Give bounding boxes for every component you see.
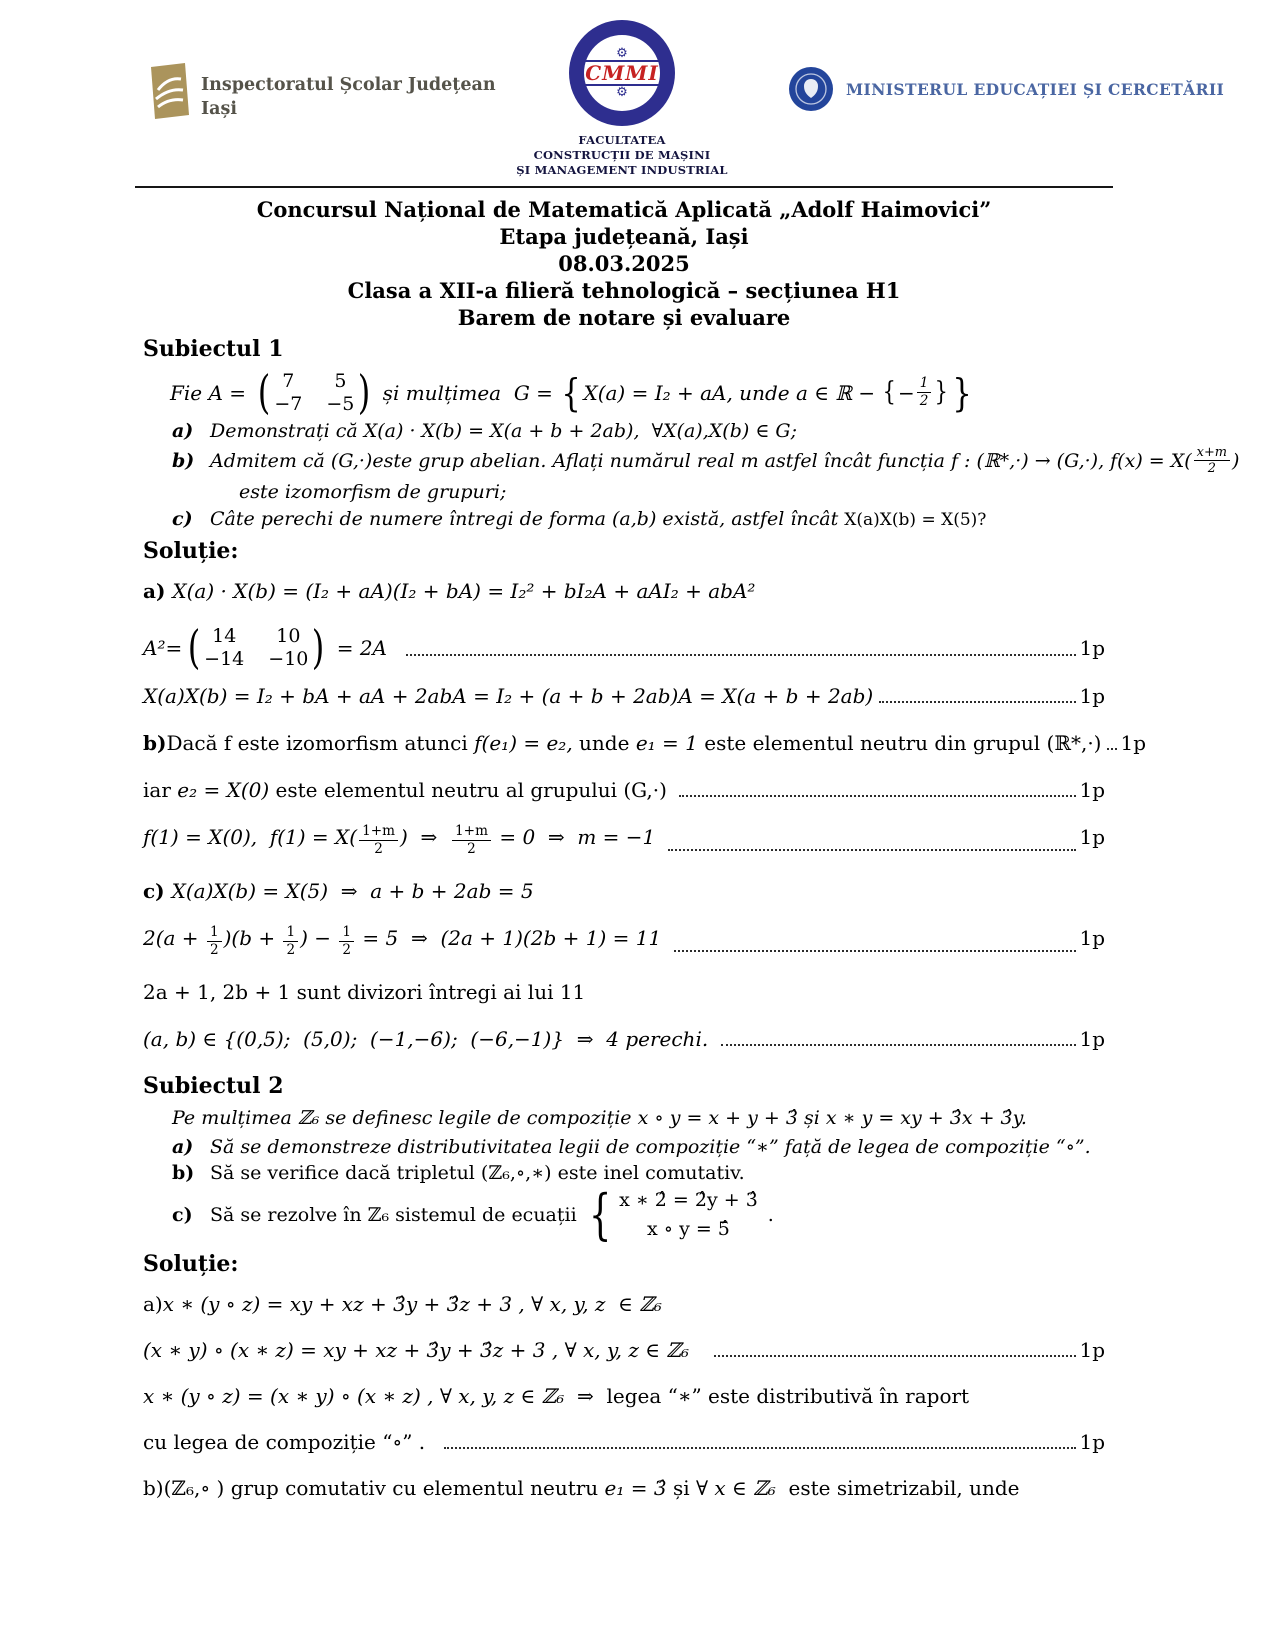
ministry-logo xyxy=(788,66,1224,112)
cmmi-acronym: CMMI xyxy=(582,60,662,86)
contest-date: 08.03.2025 xyxy=(558,251,690,276)
item-math-part: X(a)X(b) = X(5)? xyxy=(844,510,987,531)
item-label: a) xyxy=(172,1136,194,1159)
step-math: = 2A xyxy=(330,636,400,661)
document-body xyxy=(143,336,1240,1522)
brace-open: { xyxy=(561,370,582,415)
step-math: X(a) · X(b) = (I₂ + aA)(I₂ + bA) = I₂² + bI₂A + aAI₂ + abA² xyxy=(172,579,756,604)
step-math: X(a)X(b) = X(5) ⇒ a + b + 2ab = 5 xyxy=(171,879,534,904)
fraction-denominator: 2 xyxy=(209,941,219,958)
step-math: x ∗ (y ∘ z) = (x ∗ y) ∘ (x ∗ z) , ∀ x, y, z ∈ ℤ₆ ⇒ xyxy=(143,1384,607,1409)
item-label: b) xyxy=(172,450,195,473)
matrix-cell: −14 xyxy=(204,648,245,671)
solution-line xyxy=(143,1383,1105,1409)
solution-line xyxy=(143,979,1105,1005)
item-label: c) xyxy=(172,508,193,531)
solution-line xyxy=(143,1429,1105,1455)
fraction-numerator: x+m xyxy=(1194,446,1230,462)
cmmi-logo xyxy=(516,20,728,178)
step-text: Dacă f este izomorfism atunci xyxy=(166,730,475,755)
given-pre: Fie A = xyxy=(170,380,253,405)
fraction-numerator: 1 xyxy=(917,376,932,393)
fraction-denominator: 2 xyxy=(342,941,352,958)
matrix-cell: 14 xyxy=(212,625,237,648)
step-label: b) xyxy=(143,1476,164,1501)
dotted-leader xyxy=(879,683,1076,703)
step-math: ) ⇒ xyxy=(400,824,451,849)
item-text-part: Câte perechi de numere întregi de forma (a,b) există, astfel încât xyxy=(210,508,845,531)
step-label: c) xyxy=(143,879,172,904)
solution-line xyxy=(143,1475,1105,1501)
step-text: 2a + 1, 2b + 1 sunt divizori întregi ai lui 11 xyxy=(143,980,586,1005)
step-label: b) xyxy=(143,730,167,755)
step-math: (x ∗ y) ∘ (x ∗ z) = xy + xz + 3̂y + 3̂z + 3 , ∀ x, y, z ∈ ℤ₆ xyxy=(143,1338,709,1363)
header-divider xyxy=(135,186,1113,188)
s2-block xyxy=(172,1107,1105,1246)
s1-item-c xyxy=(172,508,1105,530)
step-text: și xyxy=(666,1476,696,1501)
paren-open: ( xyxy=(187,620,201,675)
step-text: iar xyxy=(143,777,178,802)
fraction xyxy=(452,824,491,857)
step-math: f(1) = X(0), f(1) = X( xyxy=(143,824,358,849)
step-math: e₁ = 3̂ xyxy=(604,1476,667,1501)
solution-line xyxy=(143,620,1105,675)
points: 1p xyxy=(1079,1027,1105,1052)
system-equations xyxy=(619,1186,758,1243)
solution-line xyxy=(143,683,1105,709)
brace-close: } xyxy=(952,370,972,415)
matrix-A-squared xyxy=(185,620,327,675)
dotted-leader xyxy=(674,925,1077,952)
matrix-cell: −10 xyxy=(268,648,309,671)
isj-text xyxy=(201,74,496,121)
given-mid: și mulțimea G = xyxy=(376,380,560,405)
s1-item-b xyxy=(172,444,1240,478)
fraction-numerator: 1+m xyxy=(359,824,398,841)
fraction xyxy=(283,925,298,958)
solution-line xyxy=(143,1337,1105,1363)
item-text-pre: Admitem că (G,·)este grup abelian. Aflați numărul real m astfel încât funcția f : (ℝ*,·) → (G,·), f(x) = X( xyxy=(210,450,1192,473)
fraction xyxy=(339,925,354,958)
matrix-cell: −7 xyxy=(274,392,303,415)
contest-title: Concursul Național de Matematică Aplicată „Adolf Haimovici” xyxy=(256,197,992,222)
step-math: )(b + xyxy=(223,926,282,951)
s1-solution-heading: Soluție: xyxy=(143,538,239,565)
fraction xyxy=(359,824,398,857)
matrix-cells xyxy=(203,625,309,671)
points: 1p xyxy=(1079,636,1105,661)
step-math: = 5 ⇒ (2a + 1)(2b + 1) = 11 xyxy=(356,926,668,951)
statement-text: Pe mulțimea ℤ₆ se definesc legile de compoziție x ∘ y = x + y + 3̂ și x ∗ y = xy + 3̂x + 3̂y. xyxy=(172,1107,1027,1130)
solution-line xyxy=(143,1291,1105,1317)
item-text: Să se verifice dacă tripletul (ℤ₆,∘,∗) este inel comutativ. xyxy=(210,1162,745,1185)
fraction-denominator: 2 xyxy=(1207,461,1216,477)
fraction-denominator: 2 xyxy=(467,840,476,857)
step-label: a) xyxy=(143,579,173,604)
brace-open: { xyxy=(883,377,897,408)
fraction-numerator: 1+m xyxy=(452,824,491,841)
step-math: e₂ = X(0) xyxy=(177,777,270,802)
subject-1-heading: Subiectul 1 xyxy=(143,336,284,362)
equation-system xyxy=(583,1182,758,1246)
points: 1p xyxy=(1079,1430,1105,1455)
faculty-line-2: CONSTRUCȚII DE MAȘINI xyxy=(533,147,711,162)
item-text: Demonstrați că X(a) · X(b) = X(a + b + 2ab), ∀X(a),X(b) ∈ G; xyxy=(210,419,797,442)
faculty-line-1: FACULTATEA xyxy=(578,133,666,147)
system-equation-2: x ∘ y = 5̂ xyxy=(646,1217,730,1240)
points: 1p xyxy=(1079,683,1105,708)
fraction-denominator: 2 xyxy=(919,392,929,409)
step-math: x ∗ (y ∘ z) = xy + xz + 3̂y + 3̂z + 3 , ∀ x, y, z ∈ ℤ₆ xyxy=(162,1292,662,1317)
item-label: b) xyxy=(172,1162,195,1185)
item-text: Să se demonstreze distributivitatea legii de compoziție “∗” față de legea de compoziție “∘”. xyxy=(210,1136,1091,1159)
title-block xyxy=(135,196,1113,331)
sentence-period: . xyxy=(767,1203,774,1226)
step-math: ∀ x ∈ ℤ₆ xyxy=(695,1476,776,1501)
ministry-name: MINISTERUL EDUCAȚIEI ȘI CERCETĂRII xyxy=(846,79,1225,99)
minus-sign: − xyxy=(898,380,915,405)
s2-statement xyxy=(172,1107,1105,1129)
matrix-cell: 7 xyxy=(282,370,295,392)
s1-item-b-line2: este izomorfism de grupuri; xyxy=(239,481,507,504)
system-equation-1: x ∗ 2̂ = 2̂y + 3̂ xyxy=(619,1189,758,1212)
item-label: c) xyxy=(172,1203,193,1226)
s1-item-a xyxy=(172,420,1105,442)
step-text: cu legea de compoziție “∘” . xyxy=(143,1430,438,1455)
fraction-numerator: 1 xyxy=(283,925,298,942)
step-math: ) − xyxy=(300,926,338,951)
dotted-leader xyxy=(679,777,1076,797)
step-math: f(e₁) = e₂, xyxy=(474,730,573,755)
s2-item-b xyxy=(172,1162,1105,1184)
solution-line xyxy=(143,578,1105,604)
step-text: (ℤ₆,∘ ) grup comutativ cu elementul neutru xyxy=(163,1476,605,1501)
step-math: A²= xyxy=(143,636,183,661)
s1-items xyxy=(172,419,1240,531)
fraction xyxy=(1194,446,1230,478)
step-text: unde xyxy=(572,730,636,755)
s1-given-line xyxy=(170,365,1105,420)
points: 1p xyxy=(1079,926,1105,951)
s2-item-c xyxy=(172,1182,1105,1246)
step-text: este elementul neutru al grupului (G,·) xyxy=(269,777,674,802)
fraction-numerator: 1 xyxy=(339,925,354,942)
gov-seal-icon xyxy=(788,66,834,112)
dotted-leader xyxy=(721,1026,1077,1046)
points: 1p xyxy=(1079,1338,1105,1363)
step-text: este elementul neutru din grupul (ℝ*,·) xyxy=(697,730,1102,755)
s2-solution-heading: Soluție: xyxy=(143,1251,239,1278)
points: 1p xyxy=(1079,777,1105,802)
s2-item-a xyxy=(172,1136,1105,1158)
isj-logo xyxy=(145,62,496,121)
step-math: X(a)X(b) = I₂ + bA + aA + 2abA = I₂ + (a + b + 2ab)A = X(a + b + 2ab) xyxy=(143,683,874,708)
item-text-post: ) xyxy=(1232,450,1240,473)
gear-icon: ⚙ xyxy=(616,46,628,61)
dotted-leader xyxy=(668,824,1077,851)
paren-close: ) xyxy=(358,365,371,420)
paren-close: ) xyxy=(312,620,325,675)
matrix-cell: 5 xyxy=(334,370,347,392)
solution-line xyxy=(143,878,1105,904)
step-math: e₁ = 1 xyxy=(635,730,698,755)
matrix-A xyxy=(255,365,373,420)
fraction xyxy=(207,925,222,958)
step-label: a) xyxy=(143,1292,163,1317)
isj-city: Iași xyxy=(201,98,238,119)
isj-name: Inspectoratul Școlar Județean xyxy=(201,75,496,95)
fraction xyxy=(917,376,932,409)
matrix-cell: 10 xyxy=(276,625,301,648)
step-math: 2(a + xyxy=(143,926,205,951)
item-label: a) xyxy=(172,419,194,442)
solution-line xyxy=(143,824,1105,857)
system-brace: { xyxy=(588,1182,612,1246)
gear-icon: ⚙ xyxy=(616,85,628,100)
contest-doc-type: Barem de notare și evaluare xyxy=(457,305,791,330)
item-text xyxy=(210,446,1239,478)
item-text xyxy=(210,508,986,530)
step-math: = 0 ⇒ m = −1 xyxy=(492,824,662,849)
solution-line xyxy=(143,730,1147,756)
step-text: este simetrizabil, unde xyxy=(775,1476,1020,1501)
points: 1p xyxy=(1079,824,1105,849)
fraction-numerator: 1 xyxy=(207,925,222,942)
contest-stage: Etapa județeană, Iași xyxy=(499,224,749,249)
points: 1p xyxy=(1120,730,1147,755)
cmmi-seal-icon xyxy=(569,20,675,126)
dotted-leader xyxy=(1107,730,1117,750)
dotted-leader xyxy=(406,640,1077,656)
subject-2-heading: Subiectul 2 xyxy=(143,1073,284,1100)
item-text: Să se rezolve în ℤ₆ sistemul de ecuații xyxy=(210,1203,583,1226)
fraction-denominator: 2 xyxy=(374,840,383,857)
faculty-line-3: ȘI MANAGEMENT INDUSTRIAL xyxy=(516,162,728,177)
paren-open: ( xyxy=(258,365,271,420)
isj-book-icon xyxy=(145,62,191,120)
solution-line xyxy=(143,925,1105,958)
fraction-denominator: 2 xyxy=(286,941,296,958)
step-text: legea “∗” este distributivă în raport xyxy=(606,1384,970,1409)
dotted-leader xyxy=(444,1429,1077,1449)
cmmi-seal-inner xyxy=(584,35,660,111)
matrix-cells xyxy=(273,370,355,416)
contest-class: Clasa a XII-a filieră tehnologică – secțiunea H1 xyxy=(347,278,901,303)
faculty-name xyxy=(507,133,737,178)
dotted-leader xyxy=(714,1337,1076,1357)
given-set: X(a) = I₂ + aA, unde a ∈ ℝ − xyxy=(583,380,882,405)
solution-line xyxy=(143,777,1105,803)
matrix-cell: −5 xyxy=(326,392,355,415)
step-math: (a, b) ∈ {(0,5); (5,0); (−1,−6); (−6,−1)} ⇒ 4 perechi. xyxy=(143,1027,715,1052)
brace-close: } xyxy=(935,377,949,408)
solution-line xyxy=(143,1026,1105,1052)
